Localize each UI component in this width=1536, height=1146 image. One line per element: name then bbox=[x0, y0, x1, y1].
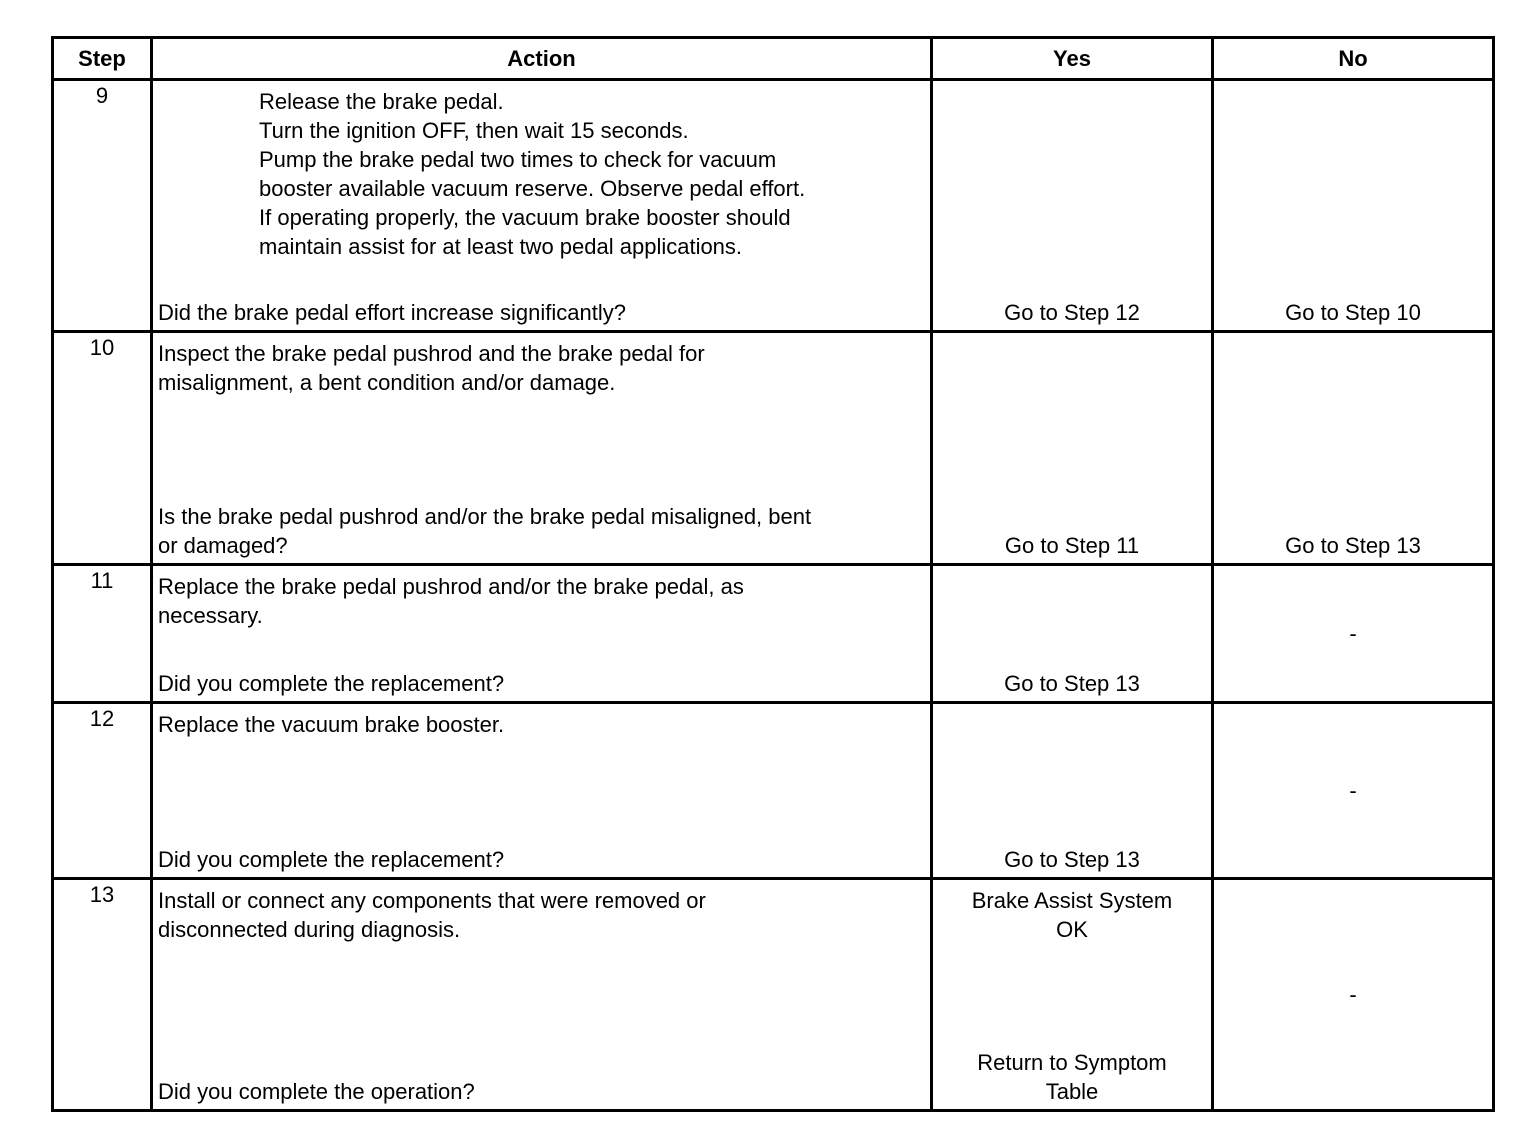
no-result: Go to Step 10 bbox=[1285, 300, 1421, 325]
table-row bbox=[53, 879, 1494, 1111]
no-result: Go to Step 13 bbox=[1285, 533, 1421, 558]
yes-result: Go to Step 13 bbox=[1004, 671, 1140, 696]
table-row bbox=[53, 332, 1494, 565]
step-number: 9 bbox=[53, 80, 152, 332]
no-result: - bbox=[1213, 703, 1494, 879]
yes-result: Go to Step 11 bbox=[1004, 533, 1140, 558]
yes-result: Return to Symptom Table bbox=[977, 1050, 1167, 1104]
yes-result: Go to Step 13 bbox=[1004, 847, 1140, 872]
yes-cell bbox=[932, 80, 1213, 332]
action-question: Is the brake pedal pushrod and/or the brake pedal misaligned, bent or damaged? bbox=[158, 504, 812, 558]
no-result: - bbox=[1213, 879, 1494, 1111]
header-action: Action bbox=[152, 38, 932, 80]
header-no: No bbox=[1213, 38, 1494, 80]
action-cell bbox=[152, 80, 932, 332]
action-text: Release the brake pedal. Turn the ignition OFF, then wait 15 seconds. Pump the brake pedal two times to check for vacuum booster available vacuum reserve. Observe pedal effort. If operating properly, the vacuum brake booster should maintain assist for at least two pedal applications. bbox=[259, 89, 806, 259]
action-cell bbox=[152, 332, 932, 565]
yes-cell bbox=[932, 565, 1213, 703]
yes-cell bbox=[932, 879, 1213, 1111]
action-cell bbox=[152, 565, 932, 703]
table-row bbox=[53, 703, 1494, 879]
header-step: Step bbox=[53, 38, 152, 80]
action-text: Replace the vacuum brake booster. bbox=[158, 712, 505, 737]
no-cell bbox=[1213, 332, 1494, 565]
action-question: Did you complete the replacement? bbox=[158, 671, 505, 696]
action-text: Inspect the brake pedal pushrod and the brake pedal for misalignment, a bent condition and/or damage. bbox=[158, 341, 705, 395]
diagnostic-table bbox=[51, 36, 1495, 1112]
yes-result-top: Brake Assist System OK bbox=[971, 888, 1173, 942]
action-question: Did you complete the replacement? bbox=[158, 847, 505, 872]
yes-cell bbox=[932, 703, 1213, 879]
table-row bbox=[53, 565, 1494, 703]
header-row bbox=[53, 38, 1494, 80]
action-question: Did the brake pedal effort increase significantly? bbox=[158, 300, 626, 325]
action-question: Did you complete the operation? bbox=[158, 1079, 475, 1104]
yes-cell bbox=[932, 332, 1213, 565]
step-number: 12 bbox=[53, 703, 152, 879]
step-number: 13 bbox=[53, 879, 152, 1111]
step-number: 11 bbox=[53, 565, 152, 703]
step-number: 10 bbox=[53, 332, 152, 565]
header-yes: Yes bbox=[932, 38, 1213, 80]
action-text: Replace the brake pedal pushrod and/or the brake pedal, as necessary. bbox=[158, 574, 744, 628]
table-row bbox=[53, 80, 1494, 332]
action-cell bbox=[152, 703, 932, 879]
yes-result: Go to Step 12 bbox=[1004, 300, 1140, 325]
action-text: Install or connect any components that were removed or disconnected during diagnosis. bbox=[158, 888, 706, 942]
action-cell bbox=[152, 879, 932, 1111]
no-cell bbox=[1213, 80, 1494, 332]
no-result: - bbox=[1213, 565, 1494, 703]
